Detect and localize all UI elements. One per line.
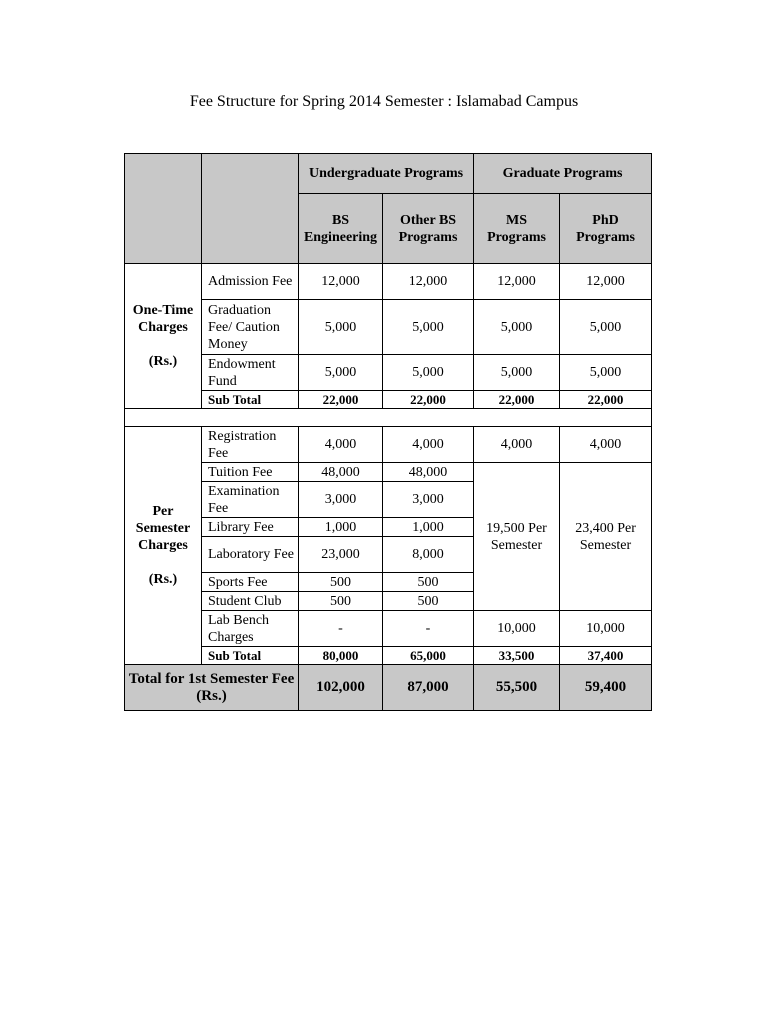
header-undergraduate: Undergraduate Programs <box>299 154 474 194</box>
row-item-label: Laboratory Fee <box>202 537 299 573</box>
table-row <box>125 300 652 355</box>
subtotal-row <box>125 647 652 665</box>
cell-value: 500 <box>299 592 383 611</box>
cell-value: 4,000 <box>383 427 474 463</box>
one-time-label-text: One-Time Charges <box>132 303 194 335</box>
spacer-cell <box>125 409 652 427</box>
cell-value: 48,000 <box>383 463 474 482</box>
cell-value: 3,000 <box>299 482 383 518</box>
header-bs-engineering: BS Engineering <box>299 194 383 264</box>
cell-value: 5,000 <box>560 300 652 355</box>
row-item-label: Admission Fee <box>202 264 299 300</box>
subtotal-value: 22,000 <box>474 391 560 409</box>
subtotal-value: 22,000 <box>560 391 652 409</box>
cell-value: 48,000 <box>299 463 383 482</box>
table-row <box>125 264 652 300</box>
per-semester-unit: (Rs.) <box>148 572 178 587</box>
total-value: 55,500 <box>474 665 560 711</box>
cell-value: 5,000 <box>299 355 383 391</box>
cell-value: 500 <box>299 573 383 592</box>
cell-value: 3,000 <box>383 482 474 518</box>
header-blank-2 <box>202 154 299 264</box>
cell-value: 5,000 <box>560 355 652 391</box>
cell-value: 5,000 <box>299 300 383 355</box>
total-label: Total for 1st Semester Fee (Rs.) <box>125 665 299 711</box>
one-time-unit: (Rs.) <box>148 354 178 369</box>
cell-value: 500 <box>383 592 474 611</box>
subtotal-value: 80,000 <box>299 647 383 665</box>
row-item-label: Endowment Fund <box>202 355 299 391</box>
header-blank-1 <box>125 154 202 264</box>
subtotal-value: 22,000 <box>383 391 474 409</box>
cell-value: 8,000 <box>383 537 474 573</box>
cell-value: 12,000 <box>474 264 560 300</box>
cell-value: 5,000 <box>474 300 560 355</box>
row-item-label: Graduation Fee/ Caution Money <box>202 300 299 355</box>
ms-per-semester-cell: 19,500 Per Semester <box>474 463 560 611</box>
header-graduate: Graduate Programs <box>474 154 652 194</box>
cell-value: 23,000 <box>299 537 383 573</box>
cell-value: 500 <box>383 573 474 592</box>
subtotal-value: 22,000 <box>299 391 383 409</box>
table-row <box>125 463 652 482</box>
cell-value: 12,000 <box>560 264 652 300</box>
subtotal-row <box>125 391 652 409</box>
header-other-bs: Other BS Programs <box>383 194 474 264</box>
cell-value: 10,000 <box>560 611 652 647</box>
header-ms: MS Programs <box>474 194 560 264</box>
cell-value: 10,000 <box>474 611 560 647</box>
cell-value: 1,000 <box>383 518 474 537</box>
subtotal-label: Sub Total <box>202 391 299 409</box>
per-semester-label-text: Per Semester Charges <box>135 504 191 553</box>
row-item-label: Lab Bench Charges <box>202 611 299 647</box>
total-value: 87,000 <box>383 665 474 711</box>
subtotal-value: 65,000 <box>383 647 474 665</box>
cell-value: 12,000 <box>383 264 474 300</box>
cell-value: 1,000 <box>299 518 383 537</box>
fee-structure-table <box>124 153 652 711</box>
row-item-label: Student Club <box>202 592 299 611</box>
page-title: Fee Structure for Spring 2014 Semester : Islamabad Campus <box>189 93 579 110</box>
subtotal-value: 33,500 <box>474 647 560 665</box>
cell-value: 12,000 <box>299 264 383 300</box>
table-row <box>125 355 652 391</box>
subtotal-label: Sub Total <box>202 647 299 665</box>
row-item-label: Examination Fee <box>202 482 299 518</box>
cell-value: 4,000 <box>299 427 383 463</box>
row-item-label: Registration Fee <box>202 427 299 463</box>
header-phd: PhD Programs <box>560 194 652 264</box>
cell-value: 5,000 <box>474 355 560 391</box>
one-time-charges-label <box>125 264 202 409</box>
subtotal-value: 37,400 <box>560 647 652 665</box>
phd-per-semester-cell: 23,400 Per Semester <box>560 463 652 611</box>
header-row-groups <box>125 154 652 194</box>
per-semester-charges-label <box>125 427 202 665</box>
spacer-row <box>125 409 652 427</box>
row-item-label: Sports Fee <box>202 573 299 592</box>
cell-value: 5,000 <box>383 355 474 391</box>
cell-value: 4,000 <box>560 427 652 463</box>
cell-value: 4,000 <box>474 427 560 463</box>
total-value: 59,400 <box>560 665 652 711</box>
cell-value: - <box>299 611 383 647</box>
cell-value: - <box>383 611 474 647</box>
total-row <box>125 665 652 711</box>
table-row <box>125 427 652 463</box>
table-row <box>125 611 652 647</box>
total-value: 102,000 <box>299 665 383 711</box>
cell-value: 5,000 <box>383 300 474 355</box>
row-item-label: Library Fee <box>202 518 299 537</box>
row-item-label: Tuition Fee <box>202 463 299 482</box>
